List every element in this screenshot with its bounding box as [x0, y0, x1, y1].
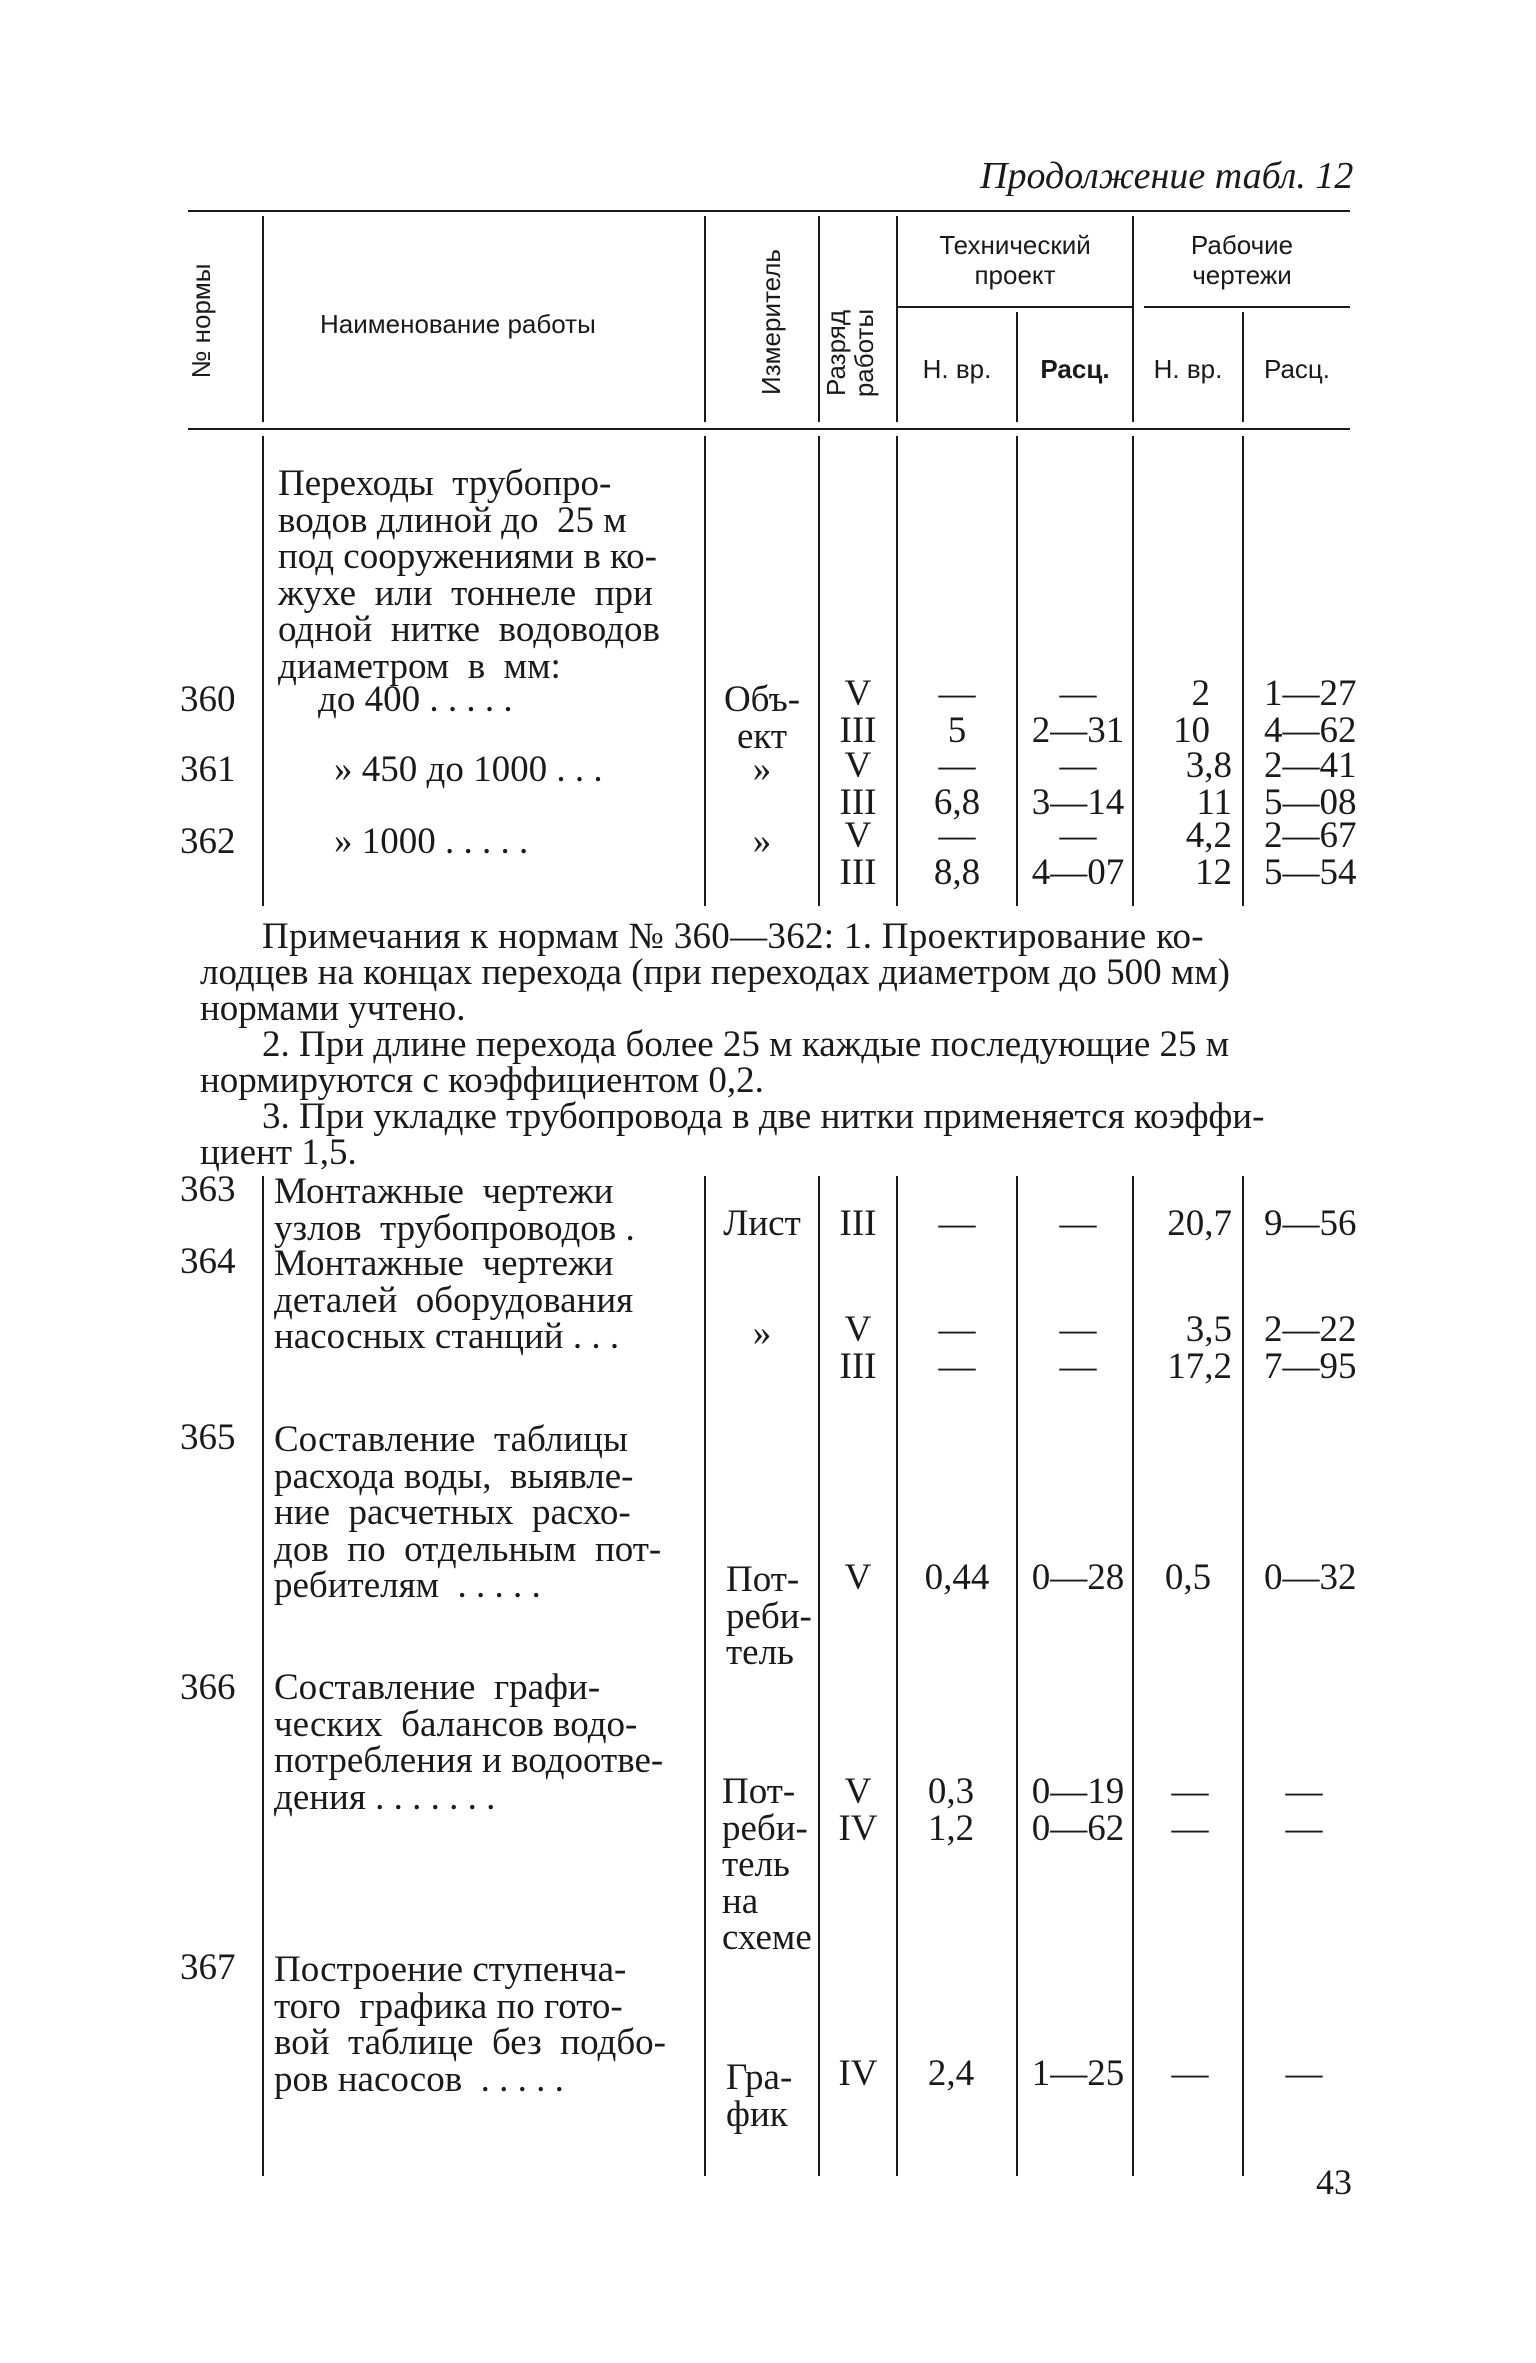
header-group-rule-tech [898, 306, 1132, 308]
continuation-caption: Продолжение табл. 12 [980, 155, 1354, 197]
grade-cell: V III [839, 673, 877, 751]
norm-number: 360 [180, 679, 236, 720]
col-divider [1016, 1176, 1018, 2176]
tp-hours-cell: — 6,8 [933, 745, 981, 823]
note-line: циент 1,5. [200, 1132, 357, 1173]
norm-number: 362 [180, 821, 236, 862]
note-line: Примечания к нормам № 360—362: 1. Проектирование ко- [262, 916, 1204, 957]
col-divider [896, 436, 898, 906]
tp-rate-cell: 0—28 [1031, 1557, 1125, 1598]
note-line: лодцев на концах перехода (при переходах диаметром до 500 мм) [200, 952, 1230, 993]
unit-cell: Пот- реби- тель [726, 1559, 812, 1673]
note-line: нормируются с коэффициентом 0,2. [200, 1060, 764, 1101]
work-name: » 450 до 1000 . . . [334, 749, 603, 790]
norm-number: 364 [180, 1241, 236, 1282]
col-divider [262, 436, 264, 906]
unit-cell: Пот- реби- тель на схеме [722, 1771, 812, 1958]
header-norm-no: № нормы [186, 263, 216, 379]
grade-cell: IV [838, 2053, 878, 2094]
norm-number: 365 [180, 1417, 236, 1458]
grade-cell: V III [839, 1309, 877, 1387]
tp-hours-cell: — 8,8 [933, 815, 981, 893]
tp-hours-cell: — [938, 1203, 976, 1244]
wd-hours-cell: 3,8 11 [1185, 745, 1232, 823]
col-divider [1132, 436, 1134, 906]
note-line: 2. При длине перехода более 25 м каждые последующие 25 м [262, 1024, 1230, 1065]
grade-cell: V III [839, 745, 877, 823]
unit-cell: » [752, 1313, 772, 1354]
header-tp-rate: Расц. [1040, 354, 1110, 384]
header-group-rule-work [1144, 306, 1350, 308]
unit-cell: Объ- ект [723, 679, 801, 757]
header-wd-rate: Расц. [1263, 354, 1331, 384]
tp-rate-cell: — 3—14 [1031, 745, 1125, 823]
wd-rate-cell: — — [1285, 1771, 1323, 1849]
grade-cell: V IV [838, 1771, 878, 1849]
note-line: нормами учтено. [200, 988, 466, 1029]
col-divider [262, 1176, 264, 2176]
header-divider [704, 216, 706, 422]
wd-hours-cell: 0,5 [1164, 1557, 1212, 1598]
norm-number: 367 [180, 1947, 236, 1988]
grade-cell: V III [839, 815, 877, 893]
note-line: 3. При укладке трубопровода в две нитки применяется коэффи- [262, 1096, 1265, 1137]
wd-rate-cell: 0—32 [1264, 1557, 1357, 1598]
tp-rate-cell: 0—19 0—62 [1031, 1771, 1125, 1849]
col-divider [704, 1176, 706, 2176]
tp-rate-cell: — 2—31 [1031, 673, 1125, 751]
col-divider [704, 436, 706, 906]
tp-hours-cell: — — [938, 1309, 976, 1387]
tp-rate-cell: — — [1059, 1309, 1097, 1387]
norm-number: 363 [180, 1169, 236, 1210]
work-name: Составление графи- ческих балансов водо- потребления и водоотве- дения . . . . . . . [274, 1667, 664, 1818]
wd-hours-cell: 20,7 [1167, 1203, 1232, 1244]
header-working-drawings: Рабочие чертежи [1190, 230, 1294, 290]
header-tp-hours: Н. вр. [922, 354, 992, 384]
page-number: 43 [1316, 2162, 1352, 2202]
header-unit: Измеритель [756, 249, 786, 395]
tp-hours-cell: 0,44 [924, 1557, 990, 1598]
wd-rate-cell: 2—41 5—08 [1264, 745, 1357, 823]
col-divider [1242, 436, 1244, 906]
work-name: Построение ступенча- того графика по гото- вой таблице без подбо- ров насосов . . . . . [274, 1949, 666, 2100]
unit-cell: » [752, 821, 772, 862]
wd-hours-cell: — — [1171, 1771, 1209, 1849]
tp-rate-cell: 1—25 [1031, 2053, 1125, 2094]
norm-number: 361 [180, 749, 236, 790]
work-name: Монтажные чертежи узлов трубопроводов . [274, 1171, 635, 1249]
table-header-rule [188, 428, 1350, 430]
col-divider [1132, 1176, 1134, 2176]
header-grade: Разряд работы [821, 308, 879, 398]
unit-cell: Лист [723, 1203, 801, 1244]
work-name: » 1000 . . . . . [334, 821, 529, 862]
table-top-rule [188, 210, 1350, 212]
block1-description: Переходы трубопро- водов длиной до 25 м под сооружениями в ко- жухе или тоннеле при одной нитке водоводов диаметром в мм: [278, 463, 661, 687]
wd-rate-cell: 2—67 5—54 [1264, 815, 1357, 893]
header-wd-hours: Н. вр. [1153, 354, 1223, 384]
col-divider [1016, 436, 1018, 906]
tp-rate-cell: — [1059, 1203, 1097, 1244]
work-name: Составление таблицы расхода воды, выявле- ние расчетных расхо- дов по отдельным пот- ребителям . . . . . [274, 1419, 662, 1606]
header-divider [262, 216, 264, 422]
wd-rate-cell: — [1285, 2053, 1323, 2094]
wd-rate-cell: 9—56 [1264, 1203, 1357, 1244]
tp-hours-cell: — 5 [938, 673, 976, 751]
work-name: Монтажные чертежи деталей оборудования насосных станций . . . [274, 1243, 634, 1357]
wd-rate-cell: 2—22 7—95 [1264, 1309, 1357, 1387]
wd-hours-cell: 4,2 12 [1185, 815, 1232, 893]
grade-cell: V [844, 1557, 872, 1598]
tp-hours-cell: 0,3 1,2 [927, 1771, 975, 1849]
unit-cell: » [752, 749, 772, 790]
wd-hours-cell: — [1171, 2053, 1209, 2094]
unit-cell: Гра- фик [726, 2057, 793, 2135]
header-divider [818, 216, 820, 422]
wd-rate-cell: 1—27 4—62 [1264, 673, 1357, 751]
header-work-name: Наименование работы [320, 309, 596, 339]
tp-hours-cell: 2,4 [927, 2053, 975, 2094]
norm-number: 366 [180, 1667, 236, 1708]
work-name: до 400 . . . . . [318, 679, 513, 720]
wd-hours-cell: 3,5 17,2 [1167, 1309, 1232, 1387]
tp-rate-cell: — 4—07 [1031, 815, 1125, 893]
grade-cell: III [839, 1203, 877, 1244]
col-divider [896, 1176, 898, 2176]
header-tech-project: Технический проект [939, 230, 1091, 290]
wd-hours-cell: 2 10 [1173, 673, 1210, 751]
col-divider [1242, 1176, 1244, 2176]
